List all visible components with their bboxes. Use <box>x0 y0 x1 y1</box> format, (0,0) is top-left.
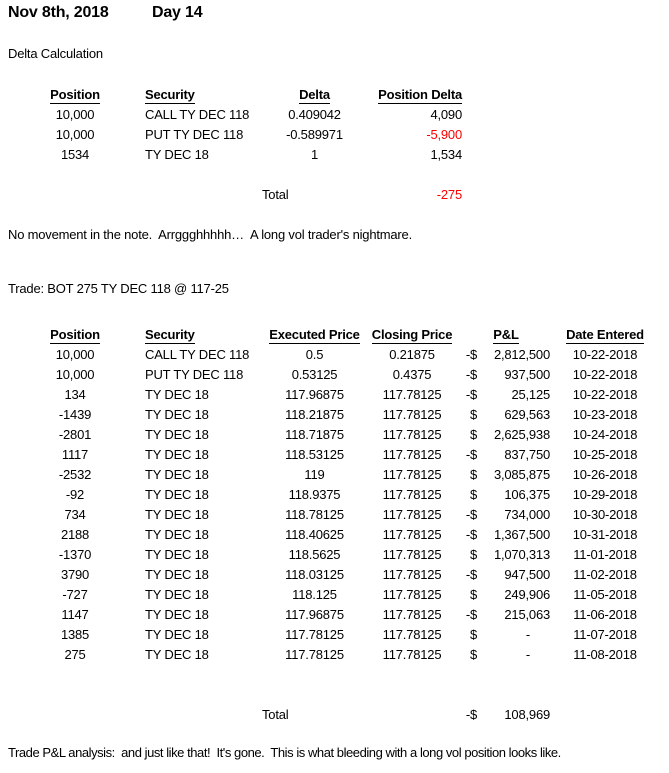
cell-pnl <box>462 425 550 445</box>
pnl-amount: 2,625,938 <box>493 427 550 442</box>
pnl-amount: 734,000 <box>504 507 550 522</box>
cell-security: TY DEC 18 <box>145 547 209 562</box>
cell-closing-price: 117.78125 <box>382 487 442 502</box>
currency-sign: $ <box>469 407 477 422</box>
cell-security: TY DEC 18 <box>145 427 209 442</box>
table-row <box>35 445 650 465</box>
cell-position: 10,000 <box>55 127 95 142</box>
cell-delta: 0.409042 <box>288 107 341 122</box>
pnl-amount: 937,500 <box>504 367 550 382</box>
cell-position: 134 <box>64 387 86 402</box>
cell-position: -1370 <box>58 547 92 562</box>
cell-pnl <box>462 645 550 665</box>
cell-security: TY DEC 18 <box>145 627 209 642</box>
cell-executed-price: 117.78125 <box>285 647 344 662</box>
table-row <box>35 585 650 605</box>
cell-position-delta: 4,090 <box>430 107 462 122</box>
cell-security: TY DEC 18 <box>145 607 209 622</box>
pnl-amount: 2,812,500 <box>493 347 550 362</box>
pnl-amount: 25,125 <box>511 387 550 402</box>
cell-security: TY DEC 18 <box>145 447 209 462</box>
cell-date-entered: 11-07-2018 <box>573 627 637 642</box>
cell-executed-price: 118.40625 <box>285 527 344 542</box>
cell-executed-price: 118.5625 <box>288 547 341 562</box>
cell-closing-price: 117.78125 <box>382 567 442 582</box>
trade-table <box>35 325 650 725</box>
cell-position: -1439 <box>58 407 92 422</box>
cell-closing-price: 117.78125 <box>382 427 442 442</box>
cell-pnl <box>462 585 550 605</box>
pnl-amount: 837,750 <box>504 447 550 462</box>
cell-executed-price: 118.78125 <box>285 507 344 522</box>
cell-date-entered: 10-29-2018 <box>572 487 638 502</box>
spacer-row <box>35 685 650 705</box>
cell-security: TY DEC 18 <box>145 387 209 402</box>
cell-position: -727 <box>62 587 88 602</box>
table-row <box>35 405 650 425</box>
cell-date-entered: 10-31-2018 <box>572 527 638 542</box>
cell-date-entered: 11-02-2018 <box>573 567 637 582</box>
cell-position: 1117 <box>61 447 89 462</box>
column-header-security: Security <box>145 327 195 342</box>
trade-total-value <box>462 705 550 725</box>
pnl-amount: 106,375 <box>504 487 550 502</box>
cell-delta: 1 <box>310 147 319 162</box>
cell-date-entered: 11-01-2018 <box>573 547 637 562</box>
table-row <box>35 525 650 545</box>
cell-pnl <box>462 485 550 505</box>
cell-position: -2532 <box>58 467 92 482</box>
column-header-position: Position <box>50 87 100 102</box>
cell-position: -2801 <box>58 427 92 442</box>
cell-executed-price: 0.53125 <box>291 367 338 382</box>
empty-cell <box>145 705 262 725</box>
cell-pnl <box>462 445 550 465</box>
cell-pnl <box>462 345 550 365</box>
cell-security: TY DEC 18 <box>145 507 209 522</box>
cell-position: 3790 <box>60 567 90 582</box>
delta-header-row <box>35 85 462 105</box>
cell-closing-price: 117.78125 <box>382 407 442 422</box>
cell-date-entered: 10-22-2018 <box>572 387 638 402</box>
currency-sign: -$ <box>465 527 477 542</box>
cell-security: TY DEC 18 <box>145 587 209 602</box>
cell-date-entered: 10-24-2018 <box>572 427 638 442</box>
delta-table <box>35 85 462 205</box>
pnl-amount: 947,500 <box>504 567 550 582</box>
total-label: Total <box>262 707 289 722</box>
table-row <box>35 605 650 625</box>
cell-closing-price: 117.78125 <box>382 547 442 562</box>
cell-executed-price: 117.78125 <box>285 627 344 642</box>
currency-sign: -$ <box>465 707 477 722</box>
delta-total-row <box>35 185 462 205</box>
cell-position: 10,000 <box>55 107 95 122</box>
delta-calculation-label: Delta Calculation <box>8 46 103 61</box>
cell-pnl <box>462 545 550 565</box>
cell-position: 1534 <box>60 147 90 162</box>
cell-pnl <box>462 565 550 585</box>
column-header-closing-price: Closing Price <box>371 327 453 342</box>
pnl-amount: 3,085,875 <box>493 467 550 482</box>
cell-security: TY DEC 18 <box>145 147 209 162</box>
pnl-amount: 1,367,500 <box>493 527 550 542</box>
table-row <box>35 645 650 665</box>
cell-executed-price: 117.96875 <box>285 607 344 622</box>
spacer-row <box>35 165 462 185</box>
currency-sign: $ <box>469 627 477 642</box>
pnl-amount: 629,563 <box>504 407 550 422</box>
table-row <box>35 565 650 585</box>
cell-closing-price: 0.4375 <box>392 367 432 382</box>
page-title-day: Day 14 <box>152 4 203 21</box>
currency-sign: $ <box>469 647 477 662</box>
table-row <box>35 145 462 165</box>
cell-date-entered: 11-06-2018 <box>573 607 637 622</box>
cell-security: TY DEC 18 <box>145 567 209 582</box>
table-row <box>35 125 462 145</box>
cell-security: PUT TY DEC 118 <box>145 127 244 142</box>
cell-security: TY DEC 18 <box>145 467 209 482</box>
cell-executed-price: 0.5 <box>305 347 324 362</box>
empty-cell <box>35 705 115 725</box>
cell-closing-price: 117.78125 <box>382 527 442 542</box>
cell-pnl <box>462 365 550 385</box>
cell-security: TY DEC 18 <box>145 407 209 422</box>
column-header-date-entered: Date Entered <box>566 327 644 342</box>
cell-date-entered: 11-05-2018 <box>573 587 637 602</box>
currency-sign: $ <box>469 547 477 562</box>
pnl-amount: 215,063 <box>504 607 550 622</box>
column-header-delta: Delta <box>299 87 330 102</box>
currency-sign: -$ <box>465 387 477 402</box>
cell-position: 1147 <box>61 607 89 622</box>
cell-executed-price: 118.71875 <box>285 427 344 442</box>
currency-sign: $ <box>469 587 477 602</box>
cell-security: CALL TY DEC 118 <box>145 347 250 362</box>
currency-sign: -$ <box>465 347 477 362</box>
spacer-row <box>35 665 650 685</box>
cell-executed-price: 117.96875 <box>285 387 344 402</box>
table-row <box>35 425 650 445</box>
currency-sign: -$ <box>465 447 477 462</box>
cell-closing-price: 117.78125 <box>382 647 442 662</box>
cell-pnl <box>462 525 550 545</box>
footer-note: Trade P&L analysis: and just like that! It's gone. This is what bleeding with a long vol position looks like. <box>8 745 561 760</box>
gap-cell <box>115 185 145 205</box>
cell-position-delta: -5,900 <box>426 127 462 142</box>
pnl-amount: 249,906 <box>504 587 550 602</box>
cell-closing-price: 117.78125 <box>382 607 442 622</box>
cell-position-delta: 1,534 <box>430 147 462 162</box>
trade-total-row <box>35 705 650 725</box>
cell-executed-price: 118.03125 <box>285 567 344 582</box>
cell-pnl <box>462 385 550 405</box>
table-row <box>35 465 650 485</box>
table-row <box>35 485 650 505</box>
pnl-amount: - <box>525 627 530 642</box>
delta-total-value: -275 <box>436 187 462 202</box>
cell-security: TY DEC 18 <box>145 527 209 542</box>
cell-date-entered: 11-08-2018 <box>573 647 637 662</box>
cell-date-entered: 10-22-2018 <box>572 347 638 362</box>
cell-closing-price: 117.78125 <box>382 507 442 522</box>
column-header-pnl: P&L <box>493 327 519 342</box>
cell-date-entered: 10-30-2018 <box>572 507 638 522</box>
cell-position: 10,000 <box>55 367 95 382</box>
cell-security: TY DEC 18 <box>145 487 209 502</box>
pnl-amount: - <box>525 647 530 662</box>
cell-pnl <box>462 405 550 425</box>
table-row <box>35 385 650 405</box>
cell-executed-price: 118.53125 <box>285 447 344 462</box>
cell-closing-price: 117.78125 <box>382 467 442 482</box>
currency-sign: -$ <box>465 367 477 382</box>
gap-cell <box>115 125 145 145</box>
currency-sign: $ <box>469 467 477 482</box>
cell-pnl <box>462 465 550 485</box>
gap-cell <box>115 105 145 125</box>
cell-executed-price: 118.9375 <box>288 487 341 502</box>
cell-position: 10,000 <box>55 347 95 362</box>
cell-pnl <box>462 625 550 645</box>
pnl-amount: 108,969 <box>504 707 550 722</box>
empty-cell <box>367 705 457 725</box>
cell-closing-price: 0.21875 <box>389 347 435 362</box>
currency-sign: $ <box>469 487 477 502</box>
table-row <box>35 625 650 645</box>
cell-position: -92 <box>65 487 85 502</box>
column-header-security: Security <box>145 87 195 102</box>
cell-closing-price: 117.78125 <box>382 587 442 602</box>
cell-closing-price: 117.78125 <box>382 447 442 462</box>
cell-date-entered: 10-22-2018 <box>572 367 638 382</box>
table-row <box>35 545 650 565</box>
cell-pnl <box>462 605 550 625</box>
cell-position: 1385 <box>60 627 90 642</box>
cell-date-entered: 10-26-2018 <box>572 467 638 482</box>
pnl-amount: 1,070,313 <box>493 547 550 562</box>
cell-executed-price: 119 <box>304 467 325 482</box>
trade-line-text: Trade: BOT 275 TY DEC 118 @ 117-25 <box>8 281 229 296</box>
cell-executed-price: 118.21875 <box>285 407 344 422</box>
currency-sign: -$ <box>465 607 477 622</box>
gap-cell <box>115 145 145 165</box>
cell-pnl <box>462 505 550 525</box>
column-header-position: Position <box>50 327 100 342</box>
cell-executed-price: 118.125 <box>292 587 337 602</box>
cell-closing-price: 117.78125 <box>382 387 442 402</box>
currency-sign: -$ <box>465 507 477 522</box>
cell-security: TY DEC 18 <box>145 647 209 662</box>
cell-closing-price: 117.78125 <box>382 627 442 642</box>
cell-position: 275 <box>64 647 86 662</box>
table-row <box>35 365 650 385</box>
empty-cell <box>145 185 262 205</box>
table-row <box>35 345 650 365</box>
cell-delta: -0.589971 <box>286 127 343 142</box>
cell-security: CALL TY DEC 118 <box>145 107 250 122</box>
cell-position: 734 <box>64 507 86 522</box>
table-row <box>35 105 462 125</box>
column-header-position-delta: Position Delta <box>378 87 462 102</box>
cell-security: PUT TY DEC 118 <box>145 367 244 382</box>
empty-cell <box>35 185 115 205</box>
note-text: No movement in the note. Arrggghhhhh… A long vol trader's nightmare. <box>8 227 412 242</box>
gap-cell <box>115 85 145 105</box>
gap-cell <box>115 325 145 345</box>
total-label: Total <box>262 187 289 202</box>
gap-cell <box>550 325 560 345</box>
cell-date-entered: 10-23-2018 <box>572 407 638 422</box>
page-title-date: Nov 8th, 2018 <box>8 4 109 21</box>
currency-sign: -$ <box>465 567 477 582</box>
column-header-executed-price: Executed Price <box>269 327 360 342</box>
cell-date-entered: 10-25-2018 <box>572 447 638 462</box>
table-row <box>35 505 650 525</box>
empty-cell <box>560 705 650 725</box>
currency-sign: $ <box>469 427 477 442</box>
cell-position: 2188 <box>60 527 90 542</box>
trade-header-row <box>35 325 650 345</box>
